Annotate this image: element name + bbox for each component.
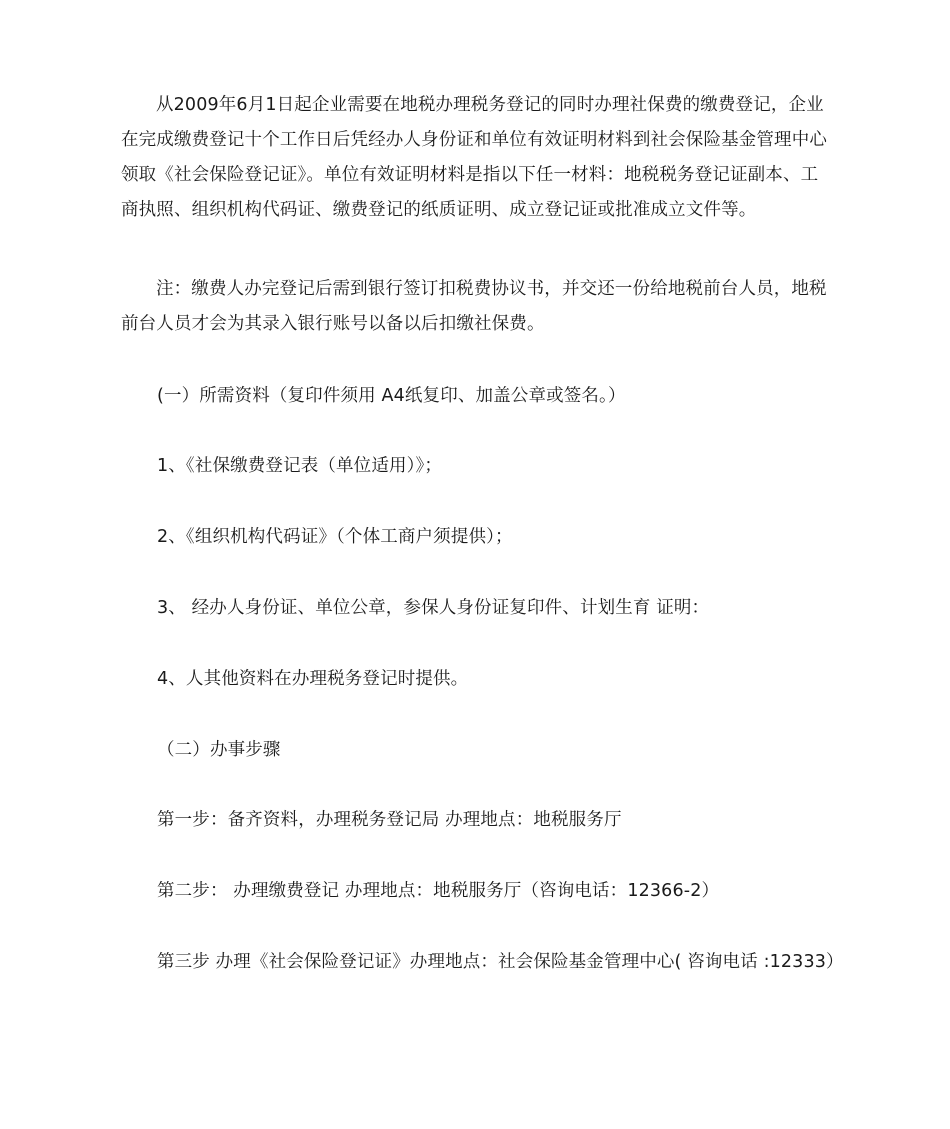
- required-item-1: 1、《社保缴费登记表（单位适用）》；: [157, 456, 443, 476]
- section-1-heading: (一）所需资料（复印件须用 A4纸复印、加盖公章或签名。）: [157, 386, 626, 406]
- required-item-2: 2、《组织机构代码证》（个体工商户须提供）；: [157, 527, 513, 547]
- intro-paragraph: 从2009年6月1日起企业需要在地税办理税务登记的同时办理社保费的缴费登记，企业在完成缴费登记十个工作日后凭经办人身份证和单位有效证明材料到社会保险基金管理中心领取《社会保险登记证》。单位有效证明材料是指以下任一材料：地税税务登记证副本、工商执照、组织机构代码证、缴费登记的纸质证明、成立登记证或批准成立文件等。: [121, 95, 827, 220]
- section-2-heading: （二）办事步骤: [157, 740, 281, 760]
- step-3: 第三步 办理《社会保险登记证》办理地点：社会保险基金管理中心( 咨询电话 :12333）: [157, 952, 844, 972]
- step-1: 第一步：备齐资料，办理税务登记局 办理地点：地税服务厅: [157, 810, 622, 830]
- step-2: 第二步： 办理缴费登记 办理地点：地税服务厅（咨询电话：12366-2）: [157, 881, 720, 901]
- note-paragraph: 注：缴费人办完登记后需到银行签订扣税费协议书，并交还一份给地税前台人员，地税前台人员才会为其录入银行账号以备以后扣缴社保费。: [121, 279, 827, 334]
- required-item-3: 3、 经办人身份证、单位公章，参保人身份证复印件、计划生育 证明：: [157, 598, 710, 618]
- required-item-4: 4、人其他资料在办理税务登记时提供。: [157, 669, 469, 689]
